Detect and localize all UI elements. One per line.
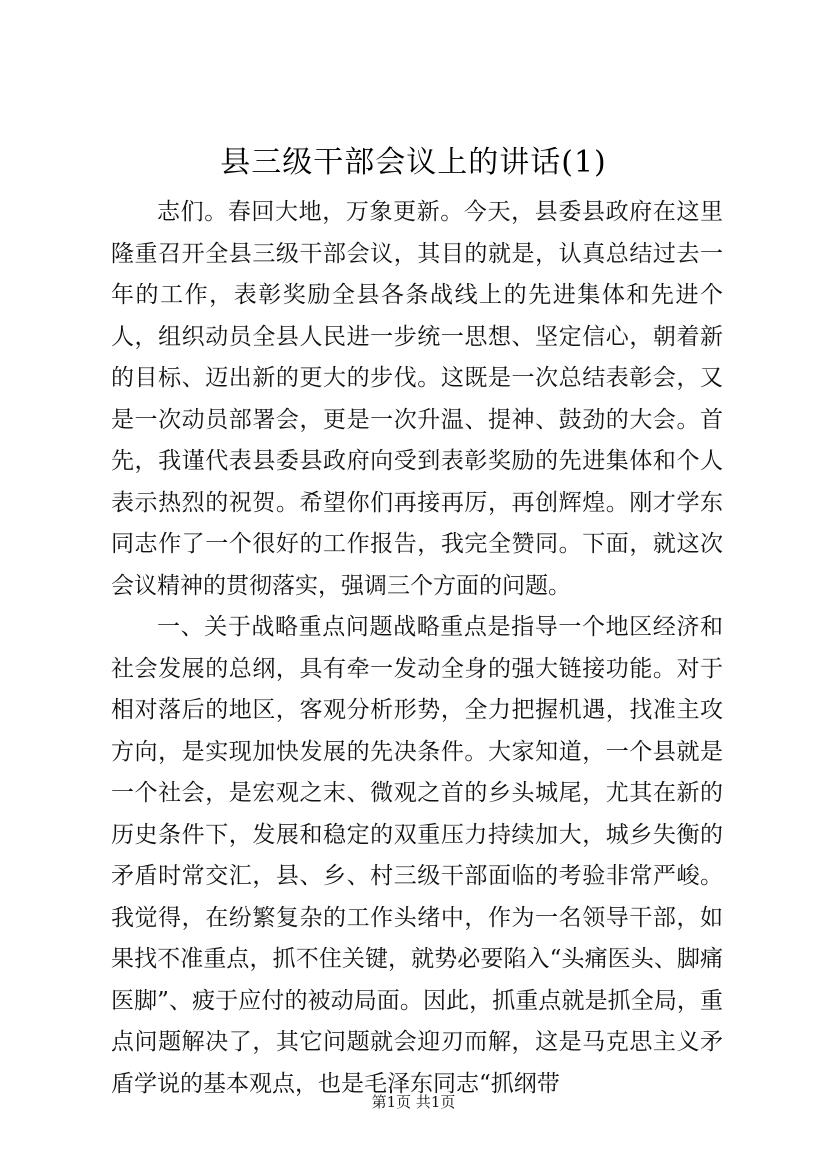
document-body — [111, 192, 723, 1105]
page-footer: 第1页 共1页 — [371, 1093, 456, 1111]
paragraph-1: 志们。春回大地，万象更新。今天，县委县政府在这里隆重召开全县三级干部会议，其目的就是，认真总结过去一年的工作，表彰奖励全县各条战线上的先进集体和先进个人，组织动员全县人民进一步统一思想、坚定信心，朝着新的目标、迈出新的更大的步伐。这既是一次总结表彰会，又是一次动员部署会，更是一次升温、提神、鼓劲的大会。首先，我谨代表县委县政府向受到表彰奖励的先进集体和个人表示热烈的祝贺。希望你们再接再厉，再创辉煌。刚才学东同志作了一个很好的工作报告，我完全赞同。下面，就这次会议精神的贯彻落实，强调三个方面的问题。 — [111, 199, 723, 599]
paragraph-2: 一、关于战略重点问题战略重点是指导一个地区经济和社会发展的总纲，具有牵一发动全身的强大链接功能。对于相对落后的地区，客观分析形势，全力把握机遇，找准主攻方向，是实现加快发展的先决条件。大家知道，一个县就是一个社会，是宏观之末、微观之首的乡头城尾，尤其在新的历史条件下，发展和稳定的双重压力持续加大，城乡失衡的矛盾时常交汇，县、乡、村三级干部面临的考验非常严峻。我觉得，在纷繁复杂的工作头绪中，作为一名领导干部，如果找不准重点，抓不住关键，就势必要陷入“头痛医头、脚痛医脚”、疲于应付的被动局面。因此，抓重点就是抓全局，重点问题解决了，其它问题就会迎刃而解，这是马克思主义矛盾学说的基本观点，也是毛泽东同志“抓纲带 — [111, 614, 723, 1097]
document-title: 县三级干部会议上的讲话(1) — [220, 145, 607, 180]
